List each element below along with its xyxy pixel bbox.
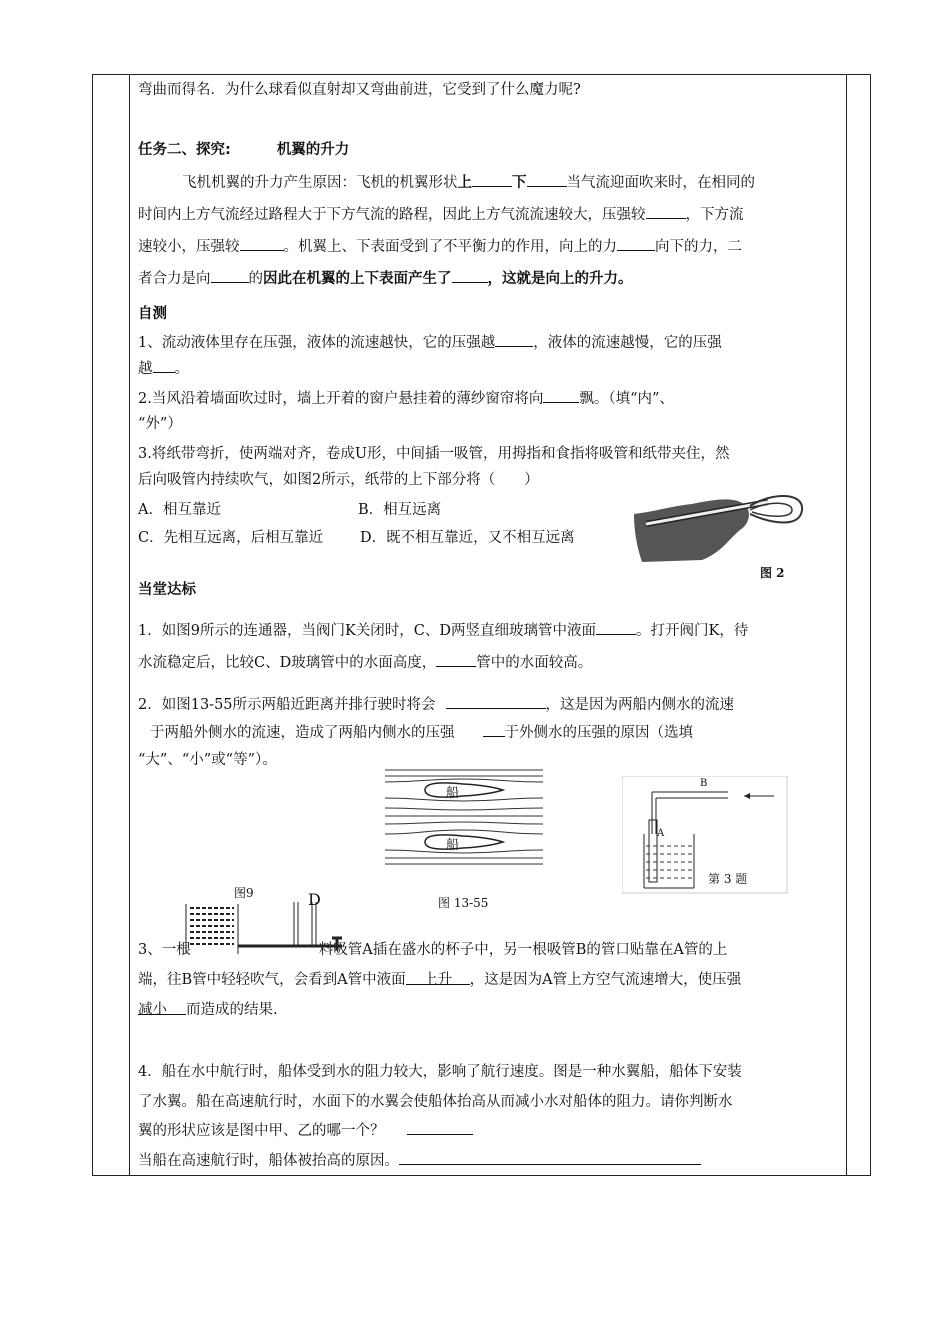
answer-blank[interactable]: 减小 — [138, 1000, 186, 1015]
blank[interactable] — [495, 332, 533, 347]
class-test-q2-cont: 于两船外侧水的流速，造成了两船内侧水的压强 于外侧水的压强的原因（选填 — [150, 722, 693, 743]
figure-13-55-boats — [383, 766, 547, 866]
option-d: D．既不相互靠近，又不相互远离 — [360, 530, 575, 546]
class-test-q1: 1．如图9所示的连通器，当阀门K关闭时，C、D两竖直细玻璃管中液面 。打开阀门K，待 — [138, 620, 748, 641]
blank[interactable] — [472, 172, 512, 187]
blank[interactable] — [153, 358, 175, 373]
figure-13-55-caption: 图 13-55 — [438, 896, 489, 910]
blank[interactable] — [211, 268, 249, 283]
class-test-q3: 3、一根 料吸管A插在盛水的杯子中，另一根吸管B的管口贴靠在A管的上 — [138, 942, 728, 958]
class-test-q3-cont: 端，往B管中轻轻吹气，会看到A管中液面 上升 ，这是因为A管上方空气流速增大，使压强 — [138, 972, 742, 988]
table-column-divider-left — [129, 74, 130, 1176]
self-test-q1-cont: 越 。 — [138, 358, 189, 379]
blank[interactable] — [240, 236, 284, 251]
blank[interactable] — [399, 1150, 701, 1165]
class-test-q4-cont: 了水翼。船在高速航行时，水面下的水翼会使船体抬高从而减小水对船体的阻力。请你判断水 — [138, 1094, 733, 1110]
class-test-q2-cont2: “大”、“小”或“等”）。 — [138, 752, 277, 768]
blank[interactable] — [543, 388, 579, 403]
figure-3-caption: 第 3 题 — [708, 872, 748, 886]
blank[interactable] — [646, 204, 686, 219]
option-c: C．先相互远离，后相互靠近 — [138, 530, 324, 546]
self-test-q1: 1、流动液体里存在压强，液体的流速越快，它的压强越 ，液体的流速越慢，它的压强 — [138, 332, 722, 353]
blank[interactable] — [446, 694, 546, 709]
self-test-heading: 自测 — [138, 306, 167, 322]
blank[interactable] — [527, 172, 567, 187]
self-test-q2-cont: “外”） — [138, 416, 182, 432]
blank[interactable] — [452, 268, 488, 283]
blank[interactable] — [596, 620, 636, 635]
boat-label-bottom: 船 — [446, 838, 460, 853]
figure-9-caption: 图9 — [234, 886, 254, 900]
answer-blank[interactable]: 上升 — [406, 970, 470, 985]
option-a: A．相互靠近 — [138, 502, 221, 518]
class-test-q4: 4．船在水中航行时，船体受到水的阻力较大，影响了航行速度。图是一种水翼船，船体下安装 — [138, 1064, 742, 1080]
blank[interactable] — [436, 652, 476, 667]
boat-label-top: 船 — [446, 786, 460, 801]
lift-para-line-2: 时间内上方气流经过路程大于下方气流的路程，因此上方气流流速较大，压强较 ，下方流 — [138, 204, 744, 225]
tube-d-label: D — [308, 890, 321, 909]
figure-2-straw-image — [632, 484, 808, 564]
blank[interactable] — [407, 1120, 473, 1135]
lift-para-line-1: 飞机机翼的升力产生原因：飞机的机翼形状上 下 当气流迎面吹来时，在相同的 — [182, 172, 755, 193]
self-test-q3: 3.将纸带弯折，使两端对齐，卷成U形，中间插一吸管，用拇指和食指将吸管和纸带夹住，然 — [138, 446, 730, 462]
option-b: B．相互远离 — [358, 502, 442, 518]
straw-a-label: A — [657, 828, 665, 839]
class-test-q3-cont2: 减小 而造成的结果. — [138, 1002, 278, 1018]
table-column-divider-right — [846, 74, 847, 1176]
task2-heading: 任务二、探究: 机翼的升力 — [138, 142, 350, 158]
straw-b-label: B — [700, 778, 708, 789]
lift-para-line-4: 者合力是向 的因此在机翼的上下表面产生了 ，这就是向上的升力。 — [138, 268, 633, 289]
class-test-q4-cont2: 翼的形状应该是图中甲、乙的哪一个？ — [138, 1120, 473, 1141]
figure-2-caption: 图 2 — [760, 566, 785, 580]
class-test-q4-cont3: 当船在高速航行时，船体被抬高的原因。 — [138, 1150, 701, 1171]
class-test-q1-cont: 水流稳定后，比较C、D玻璃管中的水面高度， 管中的水面较高。 — [138, 652, 592, 673]
blank[interactable] — [617, 236, 655, 251]
class-test-heading: 当堂达标 — [138, 582, 196, 598]
figure-9-connected-vessels — [182, 892, 352, 954]
figure-3-straws-beaker — [622, 776, 788, 894]
self-test-q3-cont: 后向吸管内持续吹气，如图2所示，纸带的上下部分将（ ） — [138, 472, 539, 488]
intro-line: 弯曲而得名．为什么球看似直射却又弯曲前进，它受到了什么魔力呢? — [138, 82, 581, 98]
self-test-q2: 2.当风沿着墙面吹过时，墙上开着的窗户悬挂着的薄纱窗帘将向 飘。（填“内”、 — [138, 388, 674, 409]
class-test-q2: 2．如图13-55所示两船近距离并排行驶时将会 ，这是因为两船内侧水的流速 — [138, 694, 734, 715]
lift-para-line-3: 速较小，压强较 。机翼上、下表面受到了不平衡力的作用，向上的力 向下的力，二 — [138, 236, 742, 257]
blank[interactable] — [483, 722, 505, 737]
